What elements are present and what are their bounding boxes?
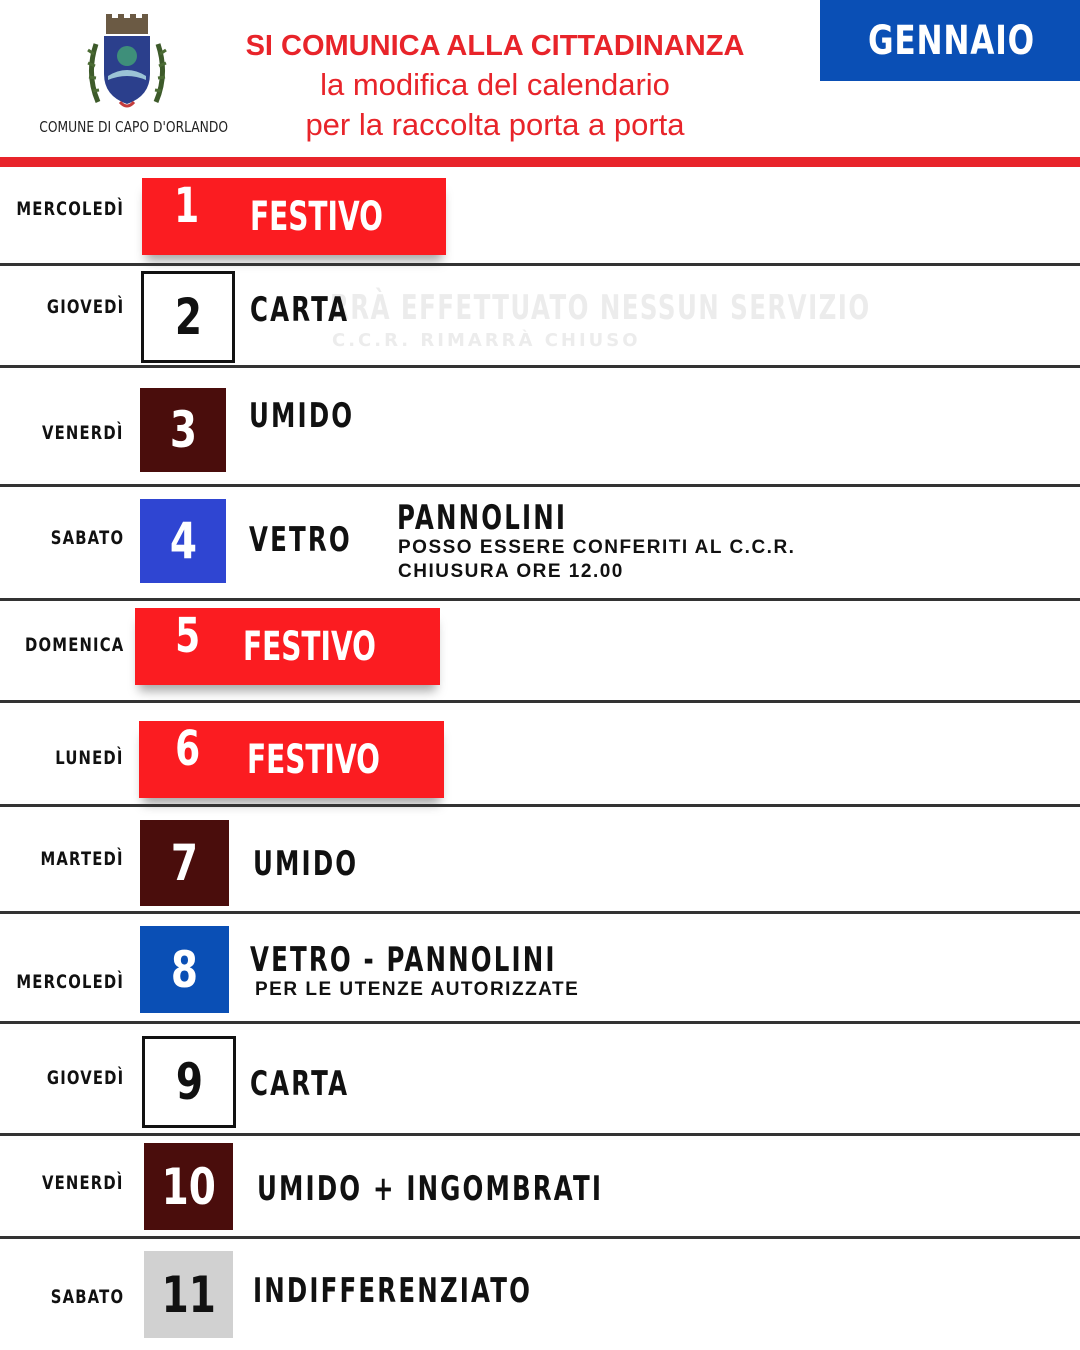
faded-note-line-2: C.C.R. RIMARRÀ CHIUSO [332, 330, 641, 351]
municipal-crest-icon [84, 14, 170, 114]
day-number: 5 [175, 607, 201, 664]
day-number: 8 [170, 940, 199, 999]
month-badge [820, 0, 1080, 81]
month-label: GENNAIO [868, 17, 1035, 64]
day-box [144, 1251, 233, 1338]
notice-line-2: per la raccolta porta a porta [305, 107, 685, 142]
header [0, 0, 1080, 160]
day-number: 4 [169, 512, 197, 570]
weekday-label: MARTEDÌ [40, 848, 124, 870]
row-divider [0, 804, 1080, 807]
weekday-label: SABATO [50, 1286, 124, 1308]
service-note: PER LE UTENZE AUTORIZZATE [255, 979, 580, 1000]
day-box [140, 926, 229, 1013]
day-number: 11 [161, 1265, 216, 1324]
day-number: 10 [161, 1157, 216, 1216]
day-number: 9 [175, 1053, 203, 1111]
extra-note-line-2: CHIUSURA ORE 12.00 [398, 561, 624, 582]
weekday-label: VENERDÌ [42, 422, 124, 444]
weekday-label: MERCOLEDÌ [16, 971, 124, 993]
service-label: CARTA [250, 1064, 350, 1104]
day-box [142, 1036, 236, 1128]
day-number: 3 [169, 401, 197, 459]
row-divider [0, 911, 1080, 914]
festivo-banner [139, 721, 444, 798]
row-divider [0, 263, 1080, 266]
service-label: CARTA [250, 290, 350, 330]
weekday-label: LUNEDÌ [55, 747, 124, 769]
day-number: 1 [174, 177, 200, 234]
day-box [140, 499, 226, 583]
day-number: 7 [170, 834, 199, 892]
service-label: FESTIVO [250, 194, 383, 240]
weekday-label: MERCOLEDÌ [16, 198, 124, 220]
faded-note-line-1: RRÀ EFFETTUATO NESSUN SERVIZIO [330, 288, 871, 328]
row-divider [0, 598, 1080, 601]
day-box [141, 271, 235, 363]
service-label: UMIDO [249, 396, 355, 436]
service-label: FESTIVO [243, 624, 376, 670]
row-divider [0, 1236, 1080, 1239]
festivo-banner [135, 608, 440, 685]
notice-line-1: la modifica del calendario [320, 67, 670, 102]
service-label: VETRO [249, 520, 352, 560]
weekday-label: DOMENICA [24, 634, 124, 656]
day-box [140, 388, 226, 472]
row-divider [0, 484, 1080, 487]
service-label: UMIDO [253, 844, 359, 884]
weekday-label: VENERDÌ [42, 1172, 124, 1194]
service-label: UMIDO + INGOMBRATI [257, 1169, 604, 1209]
day-number: 2 [174, 288, 202, 346]
weekday-label: SABATO [50, 527, 124, 549]
row-divider [0, 365, 1080, 368]
weekday-label: GIOVEDÌ [46, 296, 124, 318]
header-divider [0, 157, 1080, 167]
day-box [144, 1143, 233, 1230]
weekday-label: GIOVEDÌ [46, 1067, 124, 1089]
organization-name: COMUNE DI CAPO D'ORLANDO [39, 118, 229, 136]
row-divider [0, 700, 1080, 703]
service-label: FESTIVO [247, 737, 380, 783]
row-divider [0, 1021, 1080, 1024]
festivo-banner [142, 178, 446, 255]
notice-title: SI COMUNICA ALLA CITTADINANZA [245, 30, 745, 62]
day-number: 6 [175, 720, 201, 777]
service-label: INDIFFERENZIATO [253, 1271, 533, 1311]
extra-note-line-1: POSSO ESSERE CONFERITI AL C.C.R. [398, 537, 796, 558]
service-label: VETRO - PANNOLINI [250, 940, 557, 980]
extra-service-title: PANNOLINI [397, 498, 568, 538]
day-box [140, 820, 229, 906]
row-divider [0, 1133, 1080, 1136]
